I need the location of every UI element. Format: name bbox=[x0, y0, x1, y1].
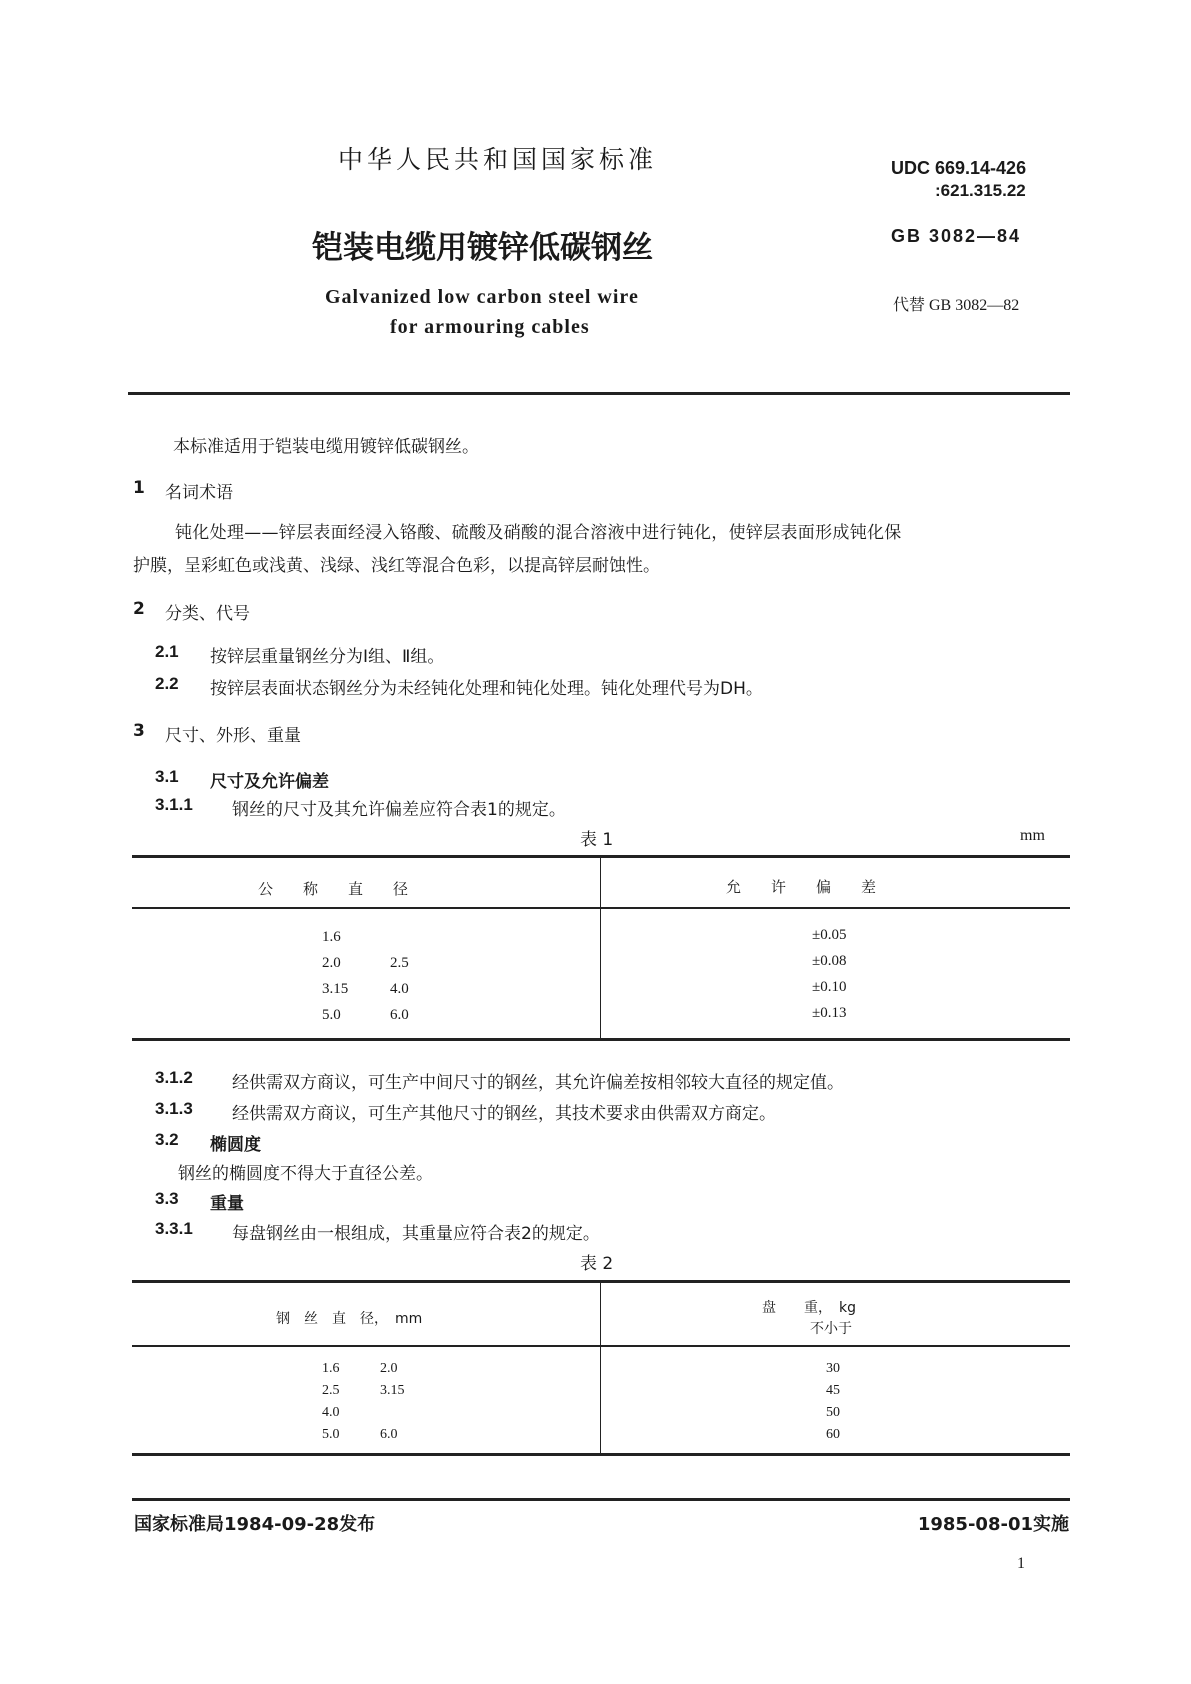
table-1-divider bbox=[600, 857, 601, 1039]
clause-num: 3.1.2 bbox=[155, 1068, 193, 1087]
clause-num: 3.1 bbox=[155, 767, 179, 786]
issue-date: 国家标准局1984-09-28发布 bbox=[134, 1514, 376, 1535]
table-1-title: 表 1 bbox=[580, 830, 614, 850]
cell: 4.0 bbox=[322, 1405, 340, 1420]
cell: 50 bbox=[826, 1405, 840, 1420]
clause-num: 3.1.1 bbox=[155, 795, 193, 814]
intro: 本标准适用于铠装电缆用镀锌低碳钢丝。 bbox=[173, 437, 479, 457]
cell: 2.5 bbox=[322, 1383, 340, 1398]
table-1-bottom-rule bbox=[132, 1038, 1070, 1041]
standard-code: GB 3082—84 bbox=[891, 226, 1022, 246]
cell: 2.0 bbox=[322, 955, 341, 971]
cell: 3.15 bbox=[380, 1383, 405, 1398]
section-1-num: 1 bbox=[133, 478, 145, 498]
clause-num: 3.1.3 bbox=[155, 1099, 193, 1118]
table-1-header-rule bbox=[132, 907, 1070, 909]
cell: 5.0 bbox=[322, 1427, 340, 1442]
clause-text: 按锌层重量钢丝分为Ⅰ组、Ⅱ组。 bbox=[210, 647, 445, 667]
cell: ±0.13 bbox=[812, 1005, 847, 1021]
title-en-1: Galvanized low carbon steel wire bbox=[325, 286, 639, 308]
table-2-divider bbox=[600, 1282, 601, 1454]
page-number: 1 bbox=[1017, 1555, 1025, 1572]
table-2-header-rule bbox=[132, 1345, 1070, 1347]
clause-num: 2.2 bbox=[155, 674, 179, 693]
effective-date: 1985-08-01实施 bbox=[917, 1514, 1069, 1535]
clause-title: 尺寸及允许偏差 bbox=[210, 772, 329, 792]
table-1-col-tolerance: 允 许 偏 差 bbox=[726, 878, 877, 896]
clause-num: 3.3.1 bbox=[155, 1219, 193, 1238]
cell: 3.15 bbox=[322, 981, 349, 997]
cell: ±0.05 bbox=[812, 927, 847, 943]
table-2-bottom-rule bbox=[132, 1453, 1070, 1456]
clause-num: 3.3 bbox=[155, 1189, 179, 1208]
clause-text: 按锌层表面状态钢丝分为未经钝化处理和钝化处理。钝化处理代号为DH。 bbox=[210, 679, 763, 699]
paragraph: 护膜，呈彩虹色或浅黄、浅绿、浅红等混合色彩，以提高锌层耐蚀性。 bbox=[133, 556, 660, 576]
table-1-top-rule bbox=[132, 855, 1070, 858]
title-en-2: for armouring cables bbox=[390, 316, 590, 338]
cell: ±0.10 bbox=[812, 979, 847, 995]
table-2-title: 表 2 bbox=[580, 1254, 614, 1274]
issuing-org: 中华人民共和国国家标准 bbox=[338, 145, 658, 174]
clause-num: 2.1 bbox=[155, 642, 179, 661]
section-2-title: 分类、代号 bbox=[165, 604, 250, 624]
clause-title: 椭圆度 bbox=[210, 1135, 261, 1155]
udc-code: UDC 669.14-426 bbox=[891, 158, 1027, 178]
section-3-num: 3 bbox=[133, 721, 145, 741]
clause-text: 每盘钢丝由一根组成，其重量应符合表2的规定。 bbox=[232, 1224, 600, 1244]
footer-rule bbox=[132, 1498, 1070, 1501]
clause-title: 重量 bbox=[210, 1194, 244, 1214]
title-cn: 铠装电缆用镀锌低碳钢丝 bbox=[312, 230, 653, 266]
udc-code-2: :621.315.22 bbox=[935, 181, 1026, 200]
clause-text: 经供需双方商议，可生产其他尺寸的钢丝，其技术要求由供需双方商定。 bbox=[232, 1104, 776, 1124]
cell: 45 bbox=[826, 1383, 840, 1398]
cell: 1.6 bbox=[322, 1361, 340, 1376]
cell: 60 bbox=[826, 1427, 840, 1442]
cell: 2.0 bbox=[380, 1361, 398, 1376]
table-2-top-rule bbox=[132, 1280, 1070, 1283]
section-1-title: 名词术语 bbox=[165, 483, 233, 503]
header-divider bbox=[128, 392, 1070, 395]
cell: ±0.08 bbox=[812, 953, 847, 969]
table-1-unit: mm bbox=[1020, 827, 1045, 844]
cell: 30 bbox=[826, 1361, 840, 1376]
table-1-col-diameter: 公 称 直 径 bbox=[258, 880, 409, 898]
section-2-num: 2 bbox=[133, 599, 145, 619]
section-3-title: 尺寸、外形、重量 bbox=[165, 726, 301, 746]
cell: 4.0 bbox=[390, 981, 409, 997]
clause-num: 3.2 bbox=[155, 1130, 179, 1149]
cell: 2.5 bbox=[390, 955, 409, 971]
clause-text: 钢丝的尺寸及其允许偏差应符合表1的规定。 bbox=[232, 800, 566, 820]
cell: 5.0 bbox=[322, 1007, 341, 1023]
table-2-col-weight-min: 不小于 bbox=[810, 1321, 852, 1337]
replaces-note: 代替 GB 3082—82 bbox=[893, 297, 1020, 314]
cell: 6.0 bbox=[380, 1427, 398, 1442]
paragraph: 钝化处理——锌层表面经浸入铬酸、硫酸及硝酸的混合溶液中进行钝化，使锌层表面形成钝化保 bbox=[175, 523, 902, 543]
clause-text: 钢丝的椭圆度不得大于直径公差。 bbox=[178, 1164, 433, 1184]
cell: 1.6 bbox=[322, 929, 341, 945]
table-2-col-diameter: 钢 丝 直 径， mm bbox=[276, 1311, 423, 1327]
table-2-col-weight: 盘 重， kg bbox=[762, 1300, 856, 1316]
clause-text: 经供需双方商议，可生产中间尺寸的钢丝，其允许偏差按相邻较大直径的规定值。 bbox=[232, 1073, 844, 1093]
cell: 6.0 bbox=[390, 1007, 409, 1023]
